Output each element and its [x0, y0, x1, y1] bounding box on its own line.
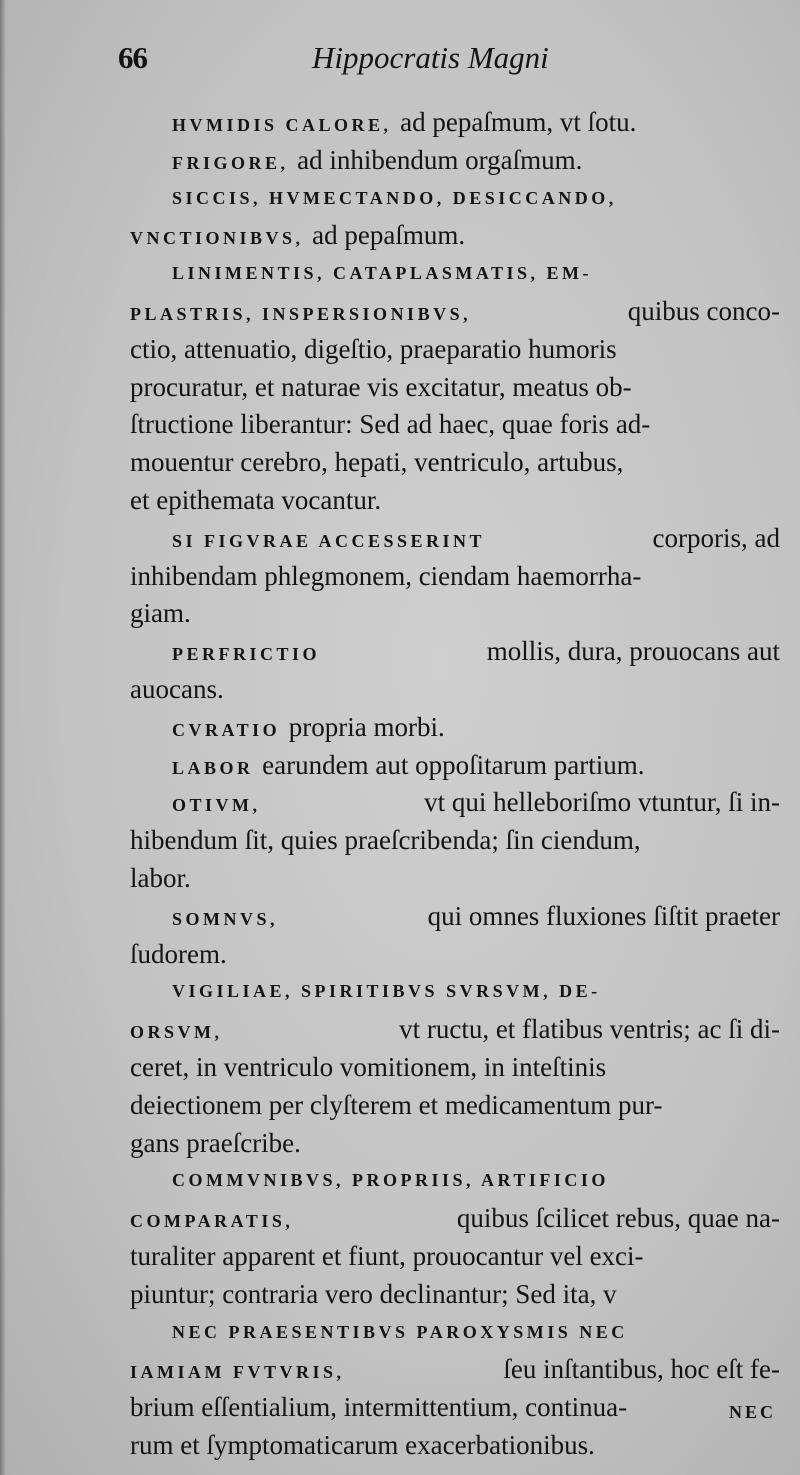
small-caps-lemma: PLASTRIS, INSPERSIONIBVS,	[130, 303, 472, 324]
text-line	[130, 1238, 780, 1276]
paragraph	[130, 1162, 780, 1313]
text-line	[130, 1125, 780, 1163]
text-line	[130, 936, 780, 974]
text-segment: turaliter apparent et fiunt, prouocantur vel exci-	[130, 1240, 644, 1271]
running-title: Hippocratis Magni	[312, 40, 549, 75]
paragraph	[130, 520, 780, 633]
text-line	[130, 520, 780, 558]
paragraph	[130, 633, 780, 709]
text-line	[130, 822, 780, 860]
small-caps-lemma: COMPARATIS,	[130, 1211, 294, 1232]
text-segment: ceret, in ventriculo vomitionem, in inteſtinis	[130, 1051, 607, 1082]
paragraph	[130, 104, 780, 142]
text-segment: corporis, ad	[652, 522, 780, 553]
text-segment: procuratur, et naturae vis excitatur, meatus ob-	[130, 371, 632, 402]
paragraph	[130, 180, 780, 256]
paragraph	[130, 784, 780, 897]
text-line	[130, 1276, 780, 1314]
small-caps-lemma: IAMIAM FVTVRIS,	[130, 1362, 345, 1383]
text-line	[130, 293, 780, 331]
text-segment: earundem aut oppoſitarum partium.	[262, 749, 645, 780]
small-caps-lemma: LABOR	[172, 757, 254, 778]
text-line	[130, 1314, 780, 1352]
text-segment: mouentur cerebro, hepati, ventriculo, artubus,	[130, 447, 624, 478]
paragraph	[130, 898, 780, 974]
small-caps-lemma: FRIGORE,	[172, 152, 289, 173]
page-number: 66	[118, 40, 147, 75]
text-segment: ctio, attenuatio, digeſtio, praeparatio humoris	[130, 333, 617, 364]
text-segment: brium eſſentialium, intermittentium, continua-	[130, 1392, 628, 1423]
text-segment: inhibendam phlegmonem, ciendam haemorrha-	[130, 560, 642, 591]
text-line	[130, 1351, 780, 1389]
small-caps-lemma: VNCTIONIBVS,	[130, 228, 304, 249]
text-segment: quibus ſcilicet rebus, quae na-	[456, 1203, 780, 1234]
text-segment: vt qui helleboriſmo vtuntur, ſi in-	[424, 787, 780, 818]
small-caps-lemma: ORSVM,	[130, 1022, 223, 1043]
paragraph	[130, 1314, 780, 1465]
text-segment: quibus conco-	[627, 295, 780, 326]
text-line	[130, 633, 780, 671]
small-caps-lemma: NEC PRAESENTIBVS PAROXYSMIS NEC	[172, 1321, 628, 1342]
text-segment: ſtructione liberantur: Sed ad haec, quae foris ad-	[130, 409, 651, 440]
text-line	[130, 1049, 780, 1087]
text-segment: ad inhibendum orgaſmum.	[297, 144, 583, 175]
text-line	[130, 1389, 780, 1427]
text-line	[130, 973, 780, 1011]
text-segment: auocans.	[130, 673, 224, 704]
text-line	[130, 331, 780, 369]
text-segment: ſeu inſtantibus, hoc eſt fe-	[503, 1354, 780, 1385]
text-line	[130, 217, 780, 255]
text-line	[130, 444, 780, 482]
paragraph	[130, 142, 780, 180]
paragraph	[130, 255, 780, 520]
text-segment: labor.	[130, 862, 191, 893]
text-segment: propria morbi.	[288, 711, 445, 742]
text-line	[130, 709, 780, 747]
text-segment: et epithemata vocantur.	[130, 484, 382, 515]
text-segment: mollis, dura, prouocans aut	[486, 636, 780, 667]
text-segment: ad pepaſmum, vt ſotu.	[400, 107, 637, 137]
small-caps-lemma: HVMIDIS CALORE,	[172, 115, 392, 135]
text-line	[130, 369, 780, 407]
text-segment: gans praeſcribe.	[130, 1127, 301, 1158]
text-line	[130, 406, 780, 444]
paragraph	[130, 709, 780, 747]
text-line	[130, 1162, 780, 1200]
small-caps-lemma: OTIVM,	[172, 795, 261, 816]
text-segment: hibendum ſit, quies praeſcribenda; ſin ciendum,	[130, 825, 641, 856]
text-segment: deiectionem per clyſterem et medicamentum pur-	[130, 1089, 663, 1120]
text-line	[130, 1011, 780, 1049]
text-segment: ſudorem.	[130, 938, 227, 969]
catchword: NEC	[728, 1402, 776, 1422]
text-line	[130, 784, 780, 822]
paragraph	[130, 973, 780, 1162]
text-line	[130, 747, 780, 785]
text-segment: giam.	[130, 598, 191, 629]
text-line	[130, 671, 780, 709]
text-line	[130, 1087, 780, 1125]
text-segment: ad pepaſmum.	[312, 220, 466, 251]
small-caps-lemma: LINIMENTIS, CATAPLASMATIS, EM-	[172, 263, 593, 284]
paragraph	[130, 747, 780, 785]
text-line	[130, 898, 780, 936]
text-segment: qui omnes fluxiones ſiſtit praeter	[427, 900, 780, 931]
small-caps-lemma: CVRATIO	[172, 719, 281, 740]
text-segment: vt ructu, et flatibus ventris; ac ſi di-	[399, 1014, 780, 1045]
running-head	[118, 40, 600, 84]
small-caps-lemma: SI FIGVRAE ACCESSERINT	[172, 530, 486, 551]
small-caps-lemma: COMMVNIBVS, PROPRIIS, ARTIFICIO	[172, 1170, 609, 1191]
text-line	[130, 1200, 780, 1238]
small-caps-lemma: SICCIS, HVMECTANDO, DESICCANDO,	[172, 187, 617, 208]
text-line	[130, 595, 780, 633]
text-segment: rum et ſymptomaticarum exacerbationibus.	[130, 1429, 595, 1460]
small-caps-lemma: VIGILIAE, SPIRITIBVS SVRSVM, DE-	[172, 981, 601, 1002]
text-line	[130, 860, 780, 898]
text-line	[130, 255, 780, 293]
small-caps-lemma: PERFRICTIO	[172, 644, 321, 665]
small-caps-lemma: SOMNVS,	[172, 908, 279, 929]
text-segment: piuntur; contraria vero declinantur; Sed ita, v	[130, 1278, 617, 1309]
text-line	[130, 1427, 780, 1465]
text-line	[130, 142, 780, 180]
text-line	[130, 104, 780, 142]
text-body	[130, 104, 780, 1465]
text-line	[130, 558, 780, 596]
text-line	[130, 180, 780, 218]
text-line	[130, 482, 780, 520]
